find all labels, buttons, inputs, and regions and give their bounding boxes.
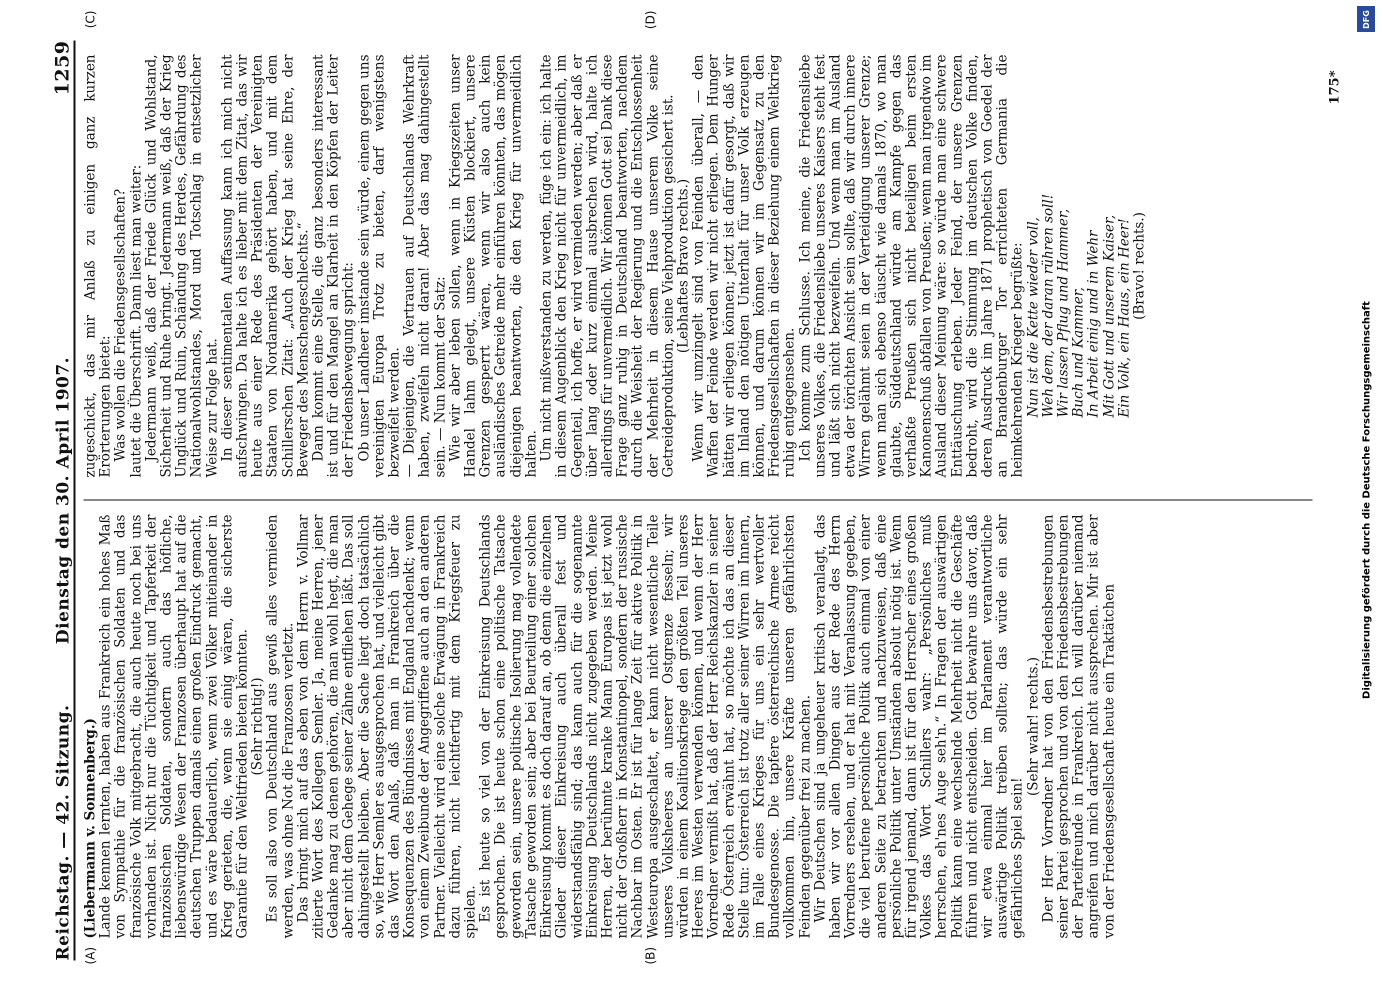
paragraph: zugeschickt, das mir Anlaß zu einigen ganz kurzen Erörterungen bietet: bbox=[82, 54, 114, 478]
quote: Ob unser Landheer imstande sein würde, einem gegen uns vereinigten Europa Trotz zu bieten, darf wenigstens bezweifelt werden. bbox=[356, 54, 403, 478]
paragraph: Wir Deutschen sind ja ungeheuer kritisch veranlagt, das haben wir vor allen Dingen aus der Rede des Herrn Vorredners ersehen, und er hat mit Veranlassung gegeben, die viel berufene persönliche Politik auch einmal von einer anderen Seite zu betrachten und nachzuweisen, daß eine persönliche Politik unter Umständen absolut nötig ist. Wenn für irgend jemand, dann ist für den Herrscher eines großen Volkes das Wort Schillers wahr: „Persönliches muß herrschen, eh'nes Auge seh'n.“ In Fragen der auswärtigen Politik kann eine wechselnde Mehrheit nicht die Geschäfte führen und nicht entscheiden. Gott bewahre uns davor, daß wir etwa einmal hier im Parlament verantwortliche auswärtige Politik treiben sollten; das würde ein sehr gefährliches Spiel sein! bbox=[812, 514, 1026, 939]
quote: Was wollen die Friedensgesellschaften? bbox=[112, 188, 129, 462]
paragraph: Das bringt mich auf das eben von dem Herrn v. Vollmar zitierte Wort des Kollegen Semler. Ja, meine Herren, jener Gedanke mag zu denen gehören, die man wohl hegt, die man aber nicht dem Gehege seiner Zähne entfliehen läßt. Das soll dahingestellt bleiben. Aber die Sache liegt doch tatsächlich so, wie Herr Semler es ausgesprochen hat, und vielleicht gibt das Wort den Anlaß, daß man in Frankreich über die Konsequenzen des Bündnisses mit England nachdenkt; wenn von einem Zweibunde der Angegriffene auch an den anderen Partner. Vielleicht wird eine solche Erwägung in Frankreich dazu führen, nicht leichtfertig mit dem Kriegsfeuer zu spielen. bbox=[295, 514, 479, 939]
digitization-credit: Digitalisierung gefördert durch die Deutsche Forschungsgemeinschaft bbox=[1361, 301, 1373, 699]
dfg-logo-text: DFG bbox=[1361, 9, 1371, 29]
paragraph: — Diejenigen, die Vertrauen auf Deutschlands Wehrkraft haben, zweifeln nicht daran! Aber das mag dahingestellt sein. — Nun kommt der Satz: bbox=[401, 54, 449, 478]
paragraph: Lande kennen lernten, haben aus Frankreich ein hohes Maß von Sympathie für die französischen Soldaten und das französische Volk mitgebracht, die auch heute noch bei uns vorhanden ist. Nicht nur die Tüchtigkeit und Tapferkeit der französischen Soldaten, sondern auch das höfliche, liebenswürdige Wesen der Franzosen überhaupt hat auf die deutschen Truppen damals einen großen Eindruck gemacht, und es wäre bedauerlich, wenn zwei Völker miteinander in Krieg gerieten, die, wenn sie einig wären, die sicherste Garantie für den Weltfrieden bieten könnten. bbox=[97, 514, 251, 939]
header-page-number: 1259 bbox=[51, 40, 74, 96]
verse-line: In Arbeit einig und in Wehr bbox=[1085, 230, 1102, 418]
digitization-sidebar bbox=[1355, 0, 1379, 1000]
paragraph: Dann kommt eine Stelle, die ganz besonders interessant ist und für den Mangel an Klarheit in den Köpfen der Leiter der Friedensbewegung spricht: bbox=[310, 54, 357, 478]
interjection: (Lebhaftes Bravo rechts.) bbox=[675, 178, 692, 354]
quote: Jedermann weiß, daß der Friede Glück und Wohlstand, Sicherheit und Ruhe bringt. Jedermann weiß, daß der Krieg Unglück und Ruin, Schändung des Herdes, Gefährdung des Nationalwohlstandes, Mord und Totschlag in entsetzlicher Weise zur Folge hat. bbox=[143, 54, 221, 478]
paragraph: Um nicht mißverstanden zu werden, füge ich ein: ich halte in diesem Augenblick den Krieg nicht für unvermeidlich, im Gegenteil, ich hoffe, er wird vermieden werden; aber daß er über lang oder kurz einmal ausbrechen wird, halte ich allerdings für unvermeidlich. Wir können Gott sei Dank diese Frage ganz ruhig in Deutschland beantworten, nachdem durch die Weisheit der Regierung und die Entschlossenheit der Mehrheit in diesem Hause unserem Volke seine Getreideproduktion, seine Viehproduktion gesichert ist. bbox=[538, 54, 677, 478]
header-session: Reichstag. — 42. Sitzung. bbox=[53, 704, 74, 961]
verse-line: Weh dem, der daran rühren soll! bbox=[1040, 193, 1057, 418]
header-date: Dienstag den 30. April 1907. bbox=[53, 356, 74, 645]
margin-marker-c: (C) bbox=[83, 10, 98, 29]
dfg-logo bbox=[1357, 6, 1375, 32]
footer-mark: 175* bbox=[1327, 70, 1343, 105]
paragraph: Es soll also von Deutschland aus gewiß alles vermieden werden, was ohne Not die Franzosen verletzt. bbox=[264, 514, 297, 939]
interjection: (Bravo! rechts.) bbox=[1131, 212, 1148, 320]
paragraph: lautet die Überschrift. Dann liest man weiter: bbox=[128, 164, 145, 478]
right-column bbox=[82, 10, 1313, 501]
paragraph: Ich komme zum Schlusse. Ich meine, die Friedensliebe unseres Volkes, die Friedensliebe unseres Kaisers steht fest und läßt sich nicht bezweifeln. Und wenn man im Ausland etwa der törichten Ansicht sein sollte, daß wir durch innere Wirren gelähmt seien in der Verteidigung unserer Grenze; wenn man sich ebenso täuscht wie damals 1870, wo man glaubte, Süddeutschland würde am Kampfe gegen das verhaßte Preußen sich nicht beteiligen beim ersten Kanonenschuß abfallen von Preußen; wenn man irgendwo im Ausland dieser Meinung wäre: so würde man eine schwere Enttäuschung erleben. Jeder Feind, der unsere Grenzen bedroht, wird die Stimmung im deutschen Volke finden, deren Ausdruck im Jahre 1871 prophetisch von Goedel der an Brandenburger Tor errichteten Germania die heimkehrenden Krieger begrüßte: bbox=[797, 54, 1026, 478]
paragraph: Wenn wir umzingelt sind von Feinden überall, — den Waffen der Feinde werden wir nicht erliegen. Dem Hunger hätten wir erliegen können; jetzt ist dafür gesorgt, daß wir im Inland den nötigen Unterhalt für unser Volk erzeugen können, und darum können wir im Gegensatz zu den Friedensgesellschaften in dieser Beziehung einem Weltkrieg ruhig entgegensehen. bbox=[690, 54, 798, 478]
margin-marker-a: (A) bbox=[83, 946, 98, 965]
margin-marker-d: (D) bbox=[643, 10, 658, 30]
verse-line: Buch und Kammer, bbox=[1070, 287, 1087, 418]
interjection: (Sehr wahr! rechts.) bbox=[1025, 656, 1042, 797]
paragraph: Der Herr Vorredner hat von den Friedensbestrebungen seiner Partei gesprochen und von den Friedensbestrebungen der Parteifreunde in Frankreich. Ich will darüber niemand angreifen und mich darüber nicht aussprechen. Mir ist aber von der Friedensgesellschaft heute ein Traktätchen bbox=[1040, 514, 1118, 939]
paragraph: Es ist heute so viel von der Einkreisung Deutschlands gesprochen. Die ist heute schon eine politische Tatsache geworden sein, unsere politische Isolierung mag vollendete Tatsache geworden sein; aber bei Beurteilung einer solchen Einkreisung kommt es doch darauf an, ob denn die einzelnen Glieder dieser Einkreisung auch überall fest und widerstandsfähig sind; das kann auch für die sogenannte Einkreisung Deutschlands nicht zugegeben werden. Meine Herren, der berühmte kranke Mann Europas ist jetzt wohl nicht der Großherr in Konstantinopel, sondern der russische Nachbar im Osten. Er ist für lange Zeit für aktive Politik in Westeuropa ausgeschaltet, er kann nicht wesentliche Teile unseres Volksheeres an unserer Ostgrenze fesseln; wir würden in einem Koalitionskriege den größten Teil unseres Heeres im Westen verwenden können, und wenn der Herr Vorredner vermißt hat, daß der Herr Reichskanzler in seiner Rede Österreich erwähnt hat, so möchte ich das an dieser Stelle tun: Österreich ist trotz aller seiner Wirren im Innern, im Falle eines Krieges für uns ein sehr wertvoller Bundesgenosse. Die tapfere österreichische Armee reicht vollkommen hin, unsere Kräfte unseren gefährlichsten Feinden gegenüber frei zu machen. bbox=[477, 514, 814, 939]
quote: Wie wir aber leben sollen, wenn in Kriegszeiten unser Handel lahm gelegt, unsere Küsten blockiert, unsere Grenzen gesperrt wären, wenn wir also auch kein ausländisches Getreide mehr einführen könnten, das mögen diejenigen beantworten, die den Krieg für unvermeidlich halten. bbox=[447, 54, 540, 478]
interjection: (Sehr richtig!) bbox=[249, 677, 266, 776]
text-columns bbox=[82, 10, 1313, 965]
rotated-page bbox=[0, 1, 1383, 1001]
verse-line: Nun ist die Kette wieder voll, bbox=[1025, 217, 1042, 418]
verse-line: Wir lassen Pflug und Hammer, bbox=[1055, 208, 1072, 418]
speaker-name: (Liebermann v. Sonnenberg.) bbox=[82, 718, 99, 939]
paragraph: In dieser sentimentalen Auffassung kann ich mich nicht aufschwingen. Da halte ich es lieber mit dem Zitat, das wir heute aus einer Rede des Präsidenten der Vereinigten Staaten von Nordamerika gehört haben, und mit dem Schillerschen Zitat: „Auch der Krieg hat seine Ehre, der Beweger des Menschengeschlechts.“ bbox=[219, 54, 312, 478]
verse-line: Ein Volk, ein Haus, ein Heer! bbox=[1116, 218, 1133, 418]
verse-line: Mit Gott und unserem Kaiser, bbox=[1101, 214, 1118, 418]
page-header bbox=[40, 41, 76, 961]
left-column bbox=[82, 501, 1313, 965]
margin-marker-b: (B) bbox=[643, 946, 658, 965]
